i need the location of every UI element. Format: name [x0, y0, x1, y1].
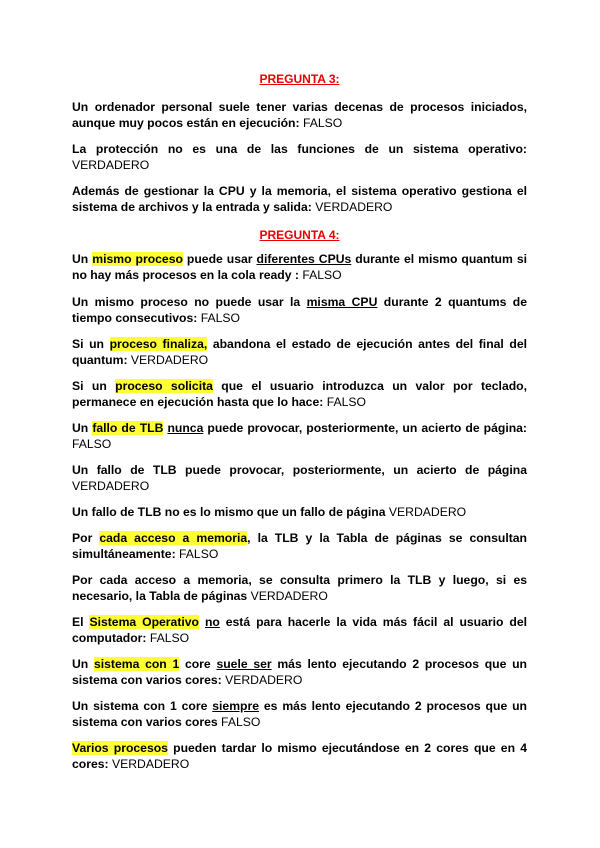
answer: VERDADERO	[72, 158, 150, 172]
answer: FALSO	[326, 395, 366, 409]
question-4-12: Un sistema con 1 core siempre es más lento ejecutando 2 procesos que un sistema con varios cores FALSO	[72, 699, 527, 729]
answer: FALSO	[149, 631, 190, 645]
answer: FALSO	[221, 715, 261, 729]
question-3-3: Además de gestionar la CPU y la memoria, el sistema operativo gestiona el sistema de archivos y la entrada y salida: VERDADERO	[72, 184, 527, 214]
answer: FALSO	[302, 116, 343, 130]
answer: FALSO	[72, 437, 112, 451]
answer: FALSO	[200, 311, 240, 325]
answer: VERDADERO	[250, 589, 328, 603]
question-3-1: Un ordenador personal suele tener varias decenas de procesos iniciados, aunque muy pocos están en ejecución: FALSO	[72, 100, 527, 130]
heading-pregunta-4: PREGUNTA 4:	[259, 228, 340, 242]
answer: VERDADERO	[225, 673, 303, 687]
answer: VERDADERO	[72, 479, 150, 493]
answer: VERDADERO	[388, 505, 467, 519]
question-4-8: Por cada acceso a memoria, la TLB y la Tabla de páginas se consultan simultáneamente: FALSO	[72, 531, 527, 561]
question-4-1: Un mismo proceso puede usar diferentes CPUs durante el mismo quantum si no hay más procesos en la cola ready : FALSO	[72, 252, 527, 282]
answer: FALSO	[179, 547, 219, 561]
question-3-2: La protección no es una de las funciones de un sistema operativo: VERDADERO	[72, 142, 527, 172]
question-4-3: Si un proceso finaliza, abandona el estado de ejecución antes del final del quantum: VERDADERO	[72, 337, 527, 367]
answer: VERDADERO	[111, 757, 190, 771]
question-4-4: Si un proceso solicita que el usuario introduzca un valor por teclado, permanece en ejecución hasta que lo hace: FALSO	[72, 379, 528, 409]
answer: FALSO	[302, 268, 342, 282]
question-4-9: Por cada acceso a memoria, se consulta primero la TLB y luego, si es necesario, la Tabla de páginas VERDADERO	[72, 573, 527, 603]
question-4-5: Un fallo de TLB nunca puede provocar, posteriormente, un acierto de página: FALSO	[72, 421, 527, 451]
answer: VERDADERO	[130, 353, 209, 367]
question-4-7: Un fallo de TLB no es lo mismo que un fallo de página VERDADERO	[72, 505, 467, 519]
question-4-6: Un fallo de TLB puede provocar, posteriormente, un acierto de página VERDADERO	[72, 463, 527, 493]
question-4-11: Un sistema con 1 core suele ser más lento ejecutando 2 procesos que un sistema con varios cores: VERDADERO	[72, 657, 527, 687]
answer: VERDADERO	[315, 200, 393, 214]
question-4-10: El Sistema Operativo no está para hacerle la vida más fácil al usuario del computador: FALSO	[72, 615, 527, 645]
question-4-2: Un mismo proceso no puede usar la misma CPU durante 2 quantums de tiempo consecutivos: FALSO	[72, 295, 527, 325]
heading-pregunta-3: PREGUNTA 3:	[259, 72, 340, 86]
question-4-13: Varios procesos pueden tardar lo mismo ejecutándose en 2 cores que en 4 cores: VERDADERO	[72, 741, 527, 771]
